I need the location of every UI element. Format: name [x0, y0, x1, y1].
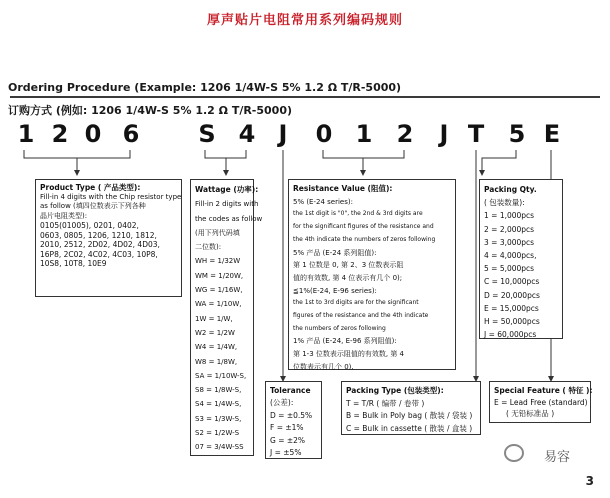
wattage-line: Fill-in 2 digits with	[195, 200, 259, 209]
ordering-procedure-en: Ordering Procedure (Example: 1206 1/4W-S 5% 1.2 Ω T/R-5000)	[8, 81, 402, 94]
special-feature-box	[489, 381, 591, 423]
resistance-heading: Resistance Value (阻值):	[293, 184, 393, 193]
resistance-value-box	[288, 179, 456, 370]
ordering-procedure-cn: 订购方式 (例如: 1206 1/4W-S 5% 1.2 Ω T/R-5000)	[8, 104, 293, 117]
tolerance-line: F = ±1%	[270, 423, 304, 433]
wattage-line: S2 = 1/2W-S	[195, 429, 240, 438]
code-char: 2	[51, 120, 69, 148]
wattage-line: W4 = 1/4W,	[195, 343, 238, 352]
page-number: 3	[585, 474, 594, 488]
product-type-line: 2010, 2512, 2D02, 4D02, 4D03,	[40, 240, 160, 249]
resistance-line: 位数表示有几个 0).	[293, 362, 354, 371]
resistance-line: 第 1 位数是 0, 第 2、3 位数表示阻	[293, 261, 404, 270]
special-feature-line: E = Lead Free (standard)	[494, 397, 588, 407]
resistance-line: 第 1-3 位数表示阻值的有效数, 第 4	[293, 350, 405, 359]
resistance-line: 值的有效数, 第 4 位表示有几个 0);	[293, 273, 403, 282]
wattage-line: (用下列代码填	[195, 228, 240, 237]
packing-qty-line: E = 15,000pcs	[484, 303, 539, 313]
code-char: J	[278, 120, 288, 148]
tolerance-line: D = ±0.5%	[270, 410, 313, 420]
resistance-line: the 4th indicate the numbers of zeros following	[293, 235, 436, 243]
packing-qty-line: H = 50,000pcs	[484, 317, 540, 327]
product-type-box	[35, 179, 182, 297]
code-char: J	[439, 120, 449, 148]
packing-qty-line: 4 = 4,000pcs,	[484, 251, 537, 261]
code-char: 0	[84, 120, 102, 148]
resistance-line: 1% 产品 (E-24, E-96 系列阻值):	[293, 337, 397, 346]
resistance-line: the 1st digit is "0", the 2nd & 3rd digits are	[293, 210, 423, 218]
packing-qty-line: 2 = 2,000pcs	[484, 224, 535, 234]
tolerance-line: J = ±5%	[270, 448, 302, 458]
wattage-line: WM = 1/20W,	[195, 271, 244, 280]
wattage-line: 1W = 1/W,	[195, 314, 233, 323]
wattage-line: 二位数):	[195, 243, 222, 252]
resistance-line: for the significant figures of the resistance and	[293, 223, 434, 231]
page-title: 厚声贴片电阻常用系列编码规则	[206, 13, 403, 28]
product-type-line: 0105(01005), 0201, 0402,	[40, 221, 139, 230]
resistance-line: ≦1%(E-24, E-96 series):	[293, 286, 377, 295]
footer-logo-text: 易容	[543, 450, 570, 465]
code-char: S	[198, 120, 216, 148]
packing-qty-line: J = 60,000pcs	[484, 330, 537, 340]
special-feature-line: ( 无铅标准品 )	[506, 409, 555, 418]
wattage-line: W2 = 1/2W	[195, 328, 235, 337]
code-char: 6	[122, 120, 140, 148]
packing-qty-line: 5 = 5,000pcs	[484, 264, 535, 274]
code-char: 1	[355, 120, 373, 148]
resistance-line: the numbers of zeros following	[293, 324, 386, 332]
wattage-heading: Wattage (功率):	[195, 185, 259, 194]
product-type-line: Fill-in 4 digits with the Chip resistor type	[40, 192, 182, 201]
product-type-line: 晶片电阻类型):	[40, 211, 88, 220]
tolerance-heading: Tolerance	[270, 386, 311, 395]
code-char: 5	[508, 120, 526, 148]
packing-qty-line: ( 包装数量):	[484, 198, 525, 208]
wattage-line: S8 = 1/8W-S,	[195, 386, 242, 395]
resistance-line: 5% (E-24 series):	[293, 197, 353, 206]
packing-qty-line: D = 20,000pcs	[484, 290, 540, 300]
chat-bubble-icon	[504, 444, 524, 462]
product-type-line: 0603, 0805, 1206, 1210, 1812,	[40, 230, 157, 240]
wattage-line: S3 = 1/3W-S,	[195, 414, 242, 423]
code-char: 0	[315, 120, 333, 148]
code-char: 2	[396, 120, 414, 148]
code-char: 1	[17, 120, 35, 148]
packing-type-line: B = Bulk in Poly bag ( 散装 / 袋装 )	[346, 411, 473, 420]
special-feature-heading: Special Feature ( 特征 ):	[494, 386, 593, 395]
product-type-line: 10S8, 10T8, 10E9	[40, 259, 107, 268]
code-char: T	[467, 120, 485, 148]
packing-qty-heading: Packing Qty.	[484, 185, 537, 194]
packing-type-line: C = Bulk in cassette ( 散装 / 盒装 )	[346, 423, 473, 433]
tolerance-box	[265, 381, 322, 459]
wattage-line: WH = 1/32W	[195, 257, 241, 266]
wattage-line: S4 = 1/4W-S,	[195, 400, 242, 409]
product-type-heading: Product Type ( 产品类型):	[40, 183, 141, 192]
product-type-line: as follow (填四位数表示下列各种	[40, 202, 146, 210]
resistance-line: the 1st to 3rd digits are for the significant	[293, 299, 419, 307]
wattage-line: WA = 1/10W,	[195, 300, 242, 309]
packing-qty-box	[479, 179, 563, 339]
wattage-line: SA = 1/10W-S,	[195, 371, 247, 380]
wattage-line: 07 = 3/4W-SS	[195, 443, 244, 452]
tolerance-line: G = ±2%	[270, 435, 306, 445]
code-char: E	[543, 120, 561, 148]
wattage-box	[190, 179, 263, 456]
resistance-line: 5% 产品 (E-24 系列阻值):	[293, 248, 377, 257]
packing-qty-line: 3 = 3,000pcs	[484, 237, 535, 247]
resistance-line: figures of the resistance and the 4th indicate	[293, 312, 429, 320]
code-char: 4	[238, 120, 256, 148]
product-type-line: 16P8, 2C02, 4C02, 4C03, 10P8,	[40, 249, 158, 259]
packing-qty-line: C = 10,000pcs	[484, 277, 540, 287]
wattage-line: WG = 1/16W,	[195, 286, 243, 295]
wattage-line: W8 = 1/8W,	[195, 357, 238, 366]
packing-type-line: T = T/R ( 编带 / 卷带 )	[346, 398, 425, 408]
tolerance-line: (公差):	[270, 398, 294, 408]
wattage-line: the codes as follow	[195, 214, 263, 223]
packing-type-heading: Packing Type (包装类型):	[346, 386, 444, 395]
packing-type-box	[341, 381, 481, 435]
packing-qty-line: 1 = 1,000pcs	[484, 211, 535, 221]
